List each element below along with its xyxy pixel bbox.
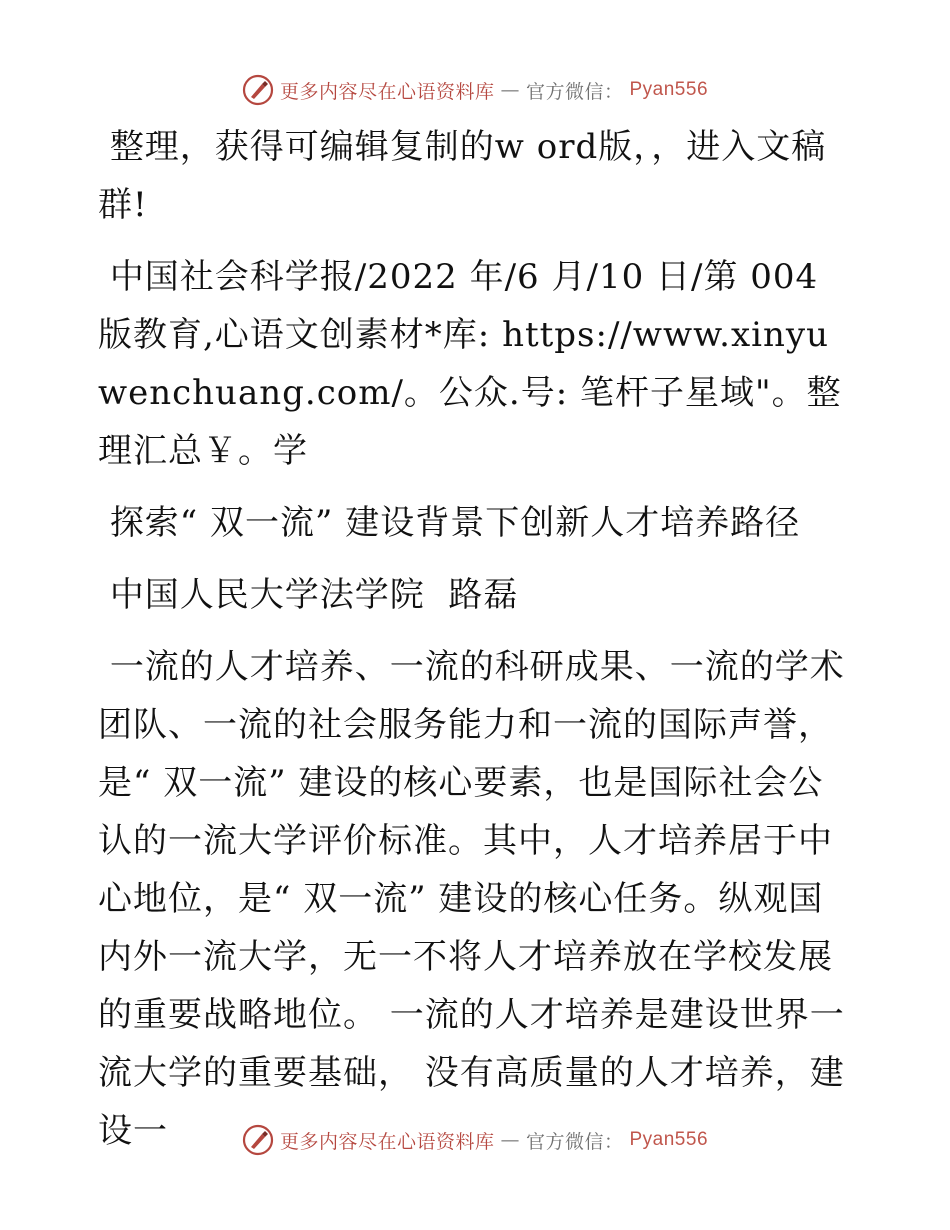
paragraph-source: 中国社会科学报/2022 年/6 月/10 日/第 004 版教育,心语文创素材*库: https://www.xinyuwenchuang.com/。公众.号: 笔杆子星域"。整理汇总￥。学 <box>98 257 842 471</box>
banner-wechat-id: Pyan556 <box>629 1129 709 1150</box>
document-body <box>98 118 858 1174</box>
banner-separator: — <box>500 1129 520 1151</box>
banner-text: 更多内容尽在心语资料库 <box>279 80 495 103</box>
footer-watermark-banner <box>0 1120 950 1160</box>
header-watermark-banner <box>0 70 950 110</box>
paragraph-intro: 整理，获得可编辑复制的w ord版，，进入文稿群! <box>98 127 827 225</box>
banner-text: 更多内容尽在心语资料库 <box>279 1130 495 1153</box>
article-author: 中国人民大学法学院 路磊 <box>98 575 519 615</box>
banner-wechat-label: 官方微信： <box>525 80 624 103</box>
banner-wechat-id: Pyan556 <box>629 79 709 100</box>
paragraph-body: 一流的人才培养、一流的科研成果、一流的学术团队、一流的社会服务能力和一流的国际声誉，是“ 双一流” 建设的核心要素，也是国际社会公认的一流大学评价标准。其中，人才培养居于中心地位，是“ 双一流” 建设的核心任务。纵观国内外一流大学，无一不将人才培养放在学校发展的重要战略地位。 一流的人才培养是建设世界一流大学的重要基础， 没有高质量的人才培养，建设一 <box>98 647 845 1151</box>
banner-separator: — <box>500 79 520 101</box>
pen-logo-icon <box>242 1124 274 1156</box>
article-title: 探索“ 双一流” 建设背景下创新人才培养路径 <box>98 503 801 543</box>
pen-logo-icon <box>242 74 274 106</box>
banner-wechat-label: 官方微信： <box>525 1130 624 1153</box>
